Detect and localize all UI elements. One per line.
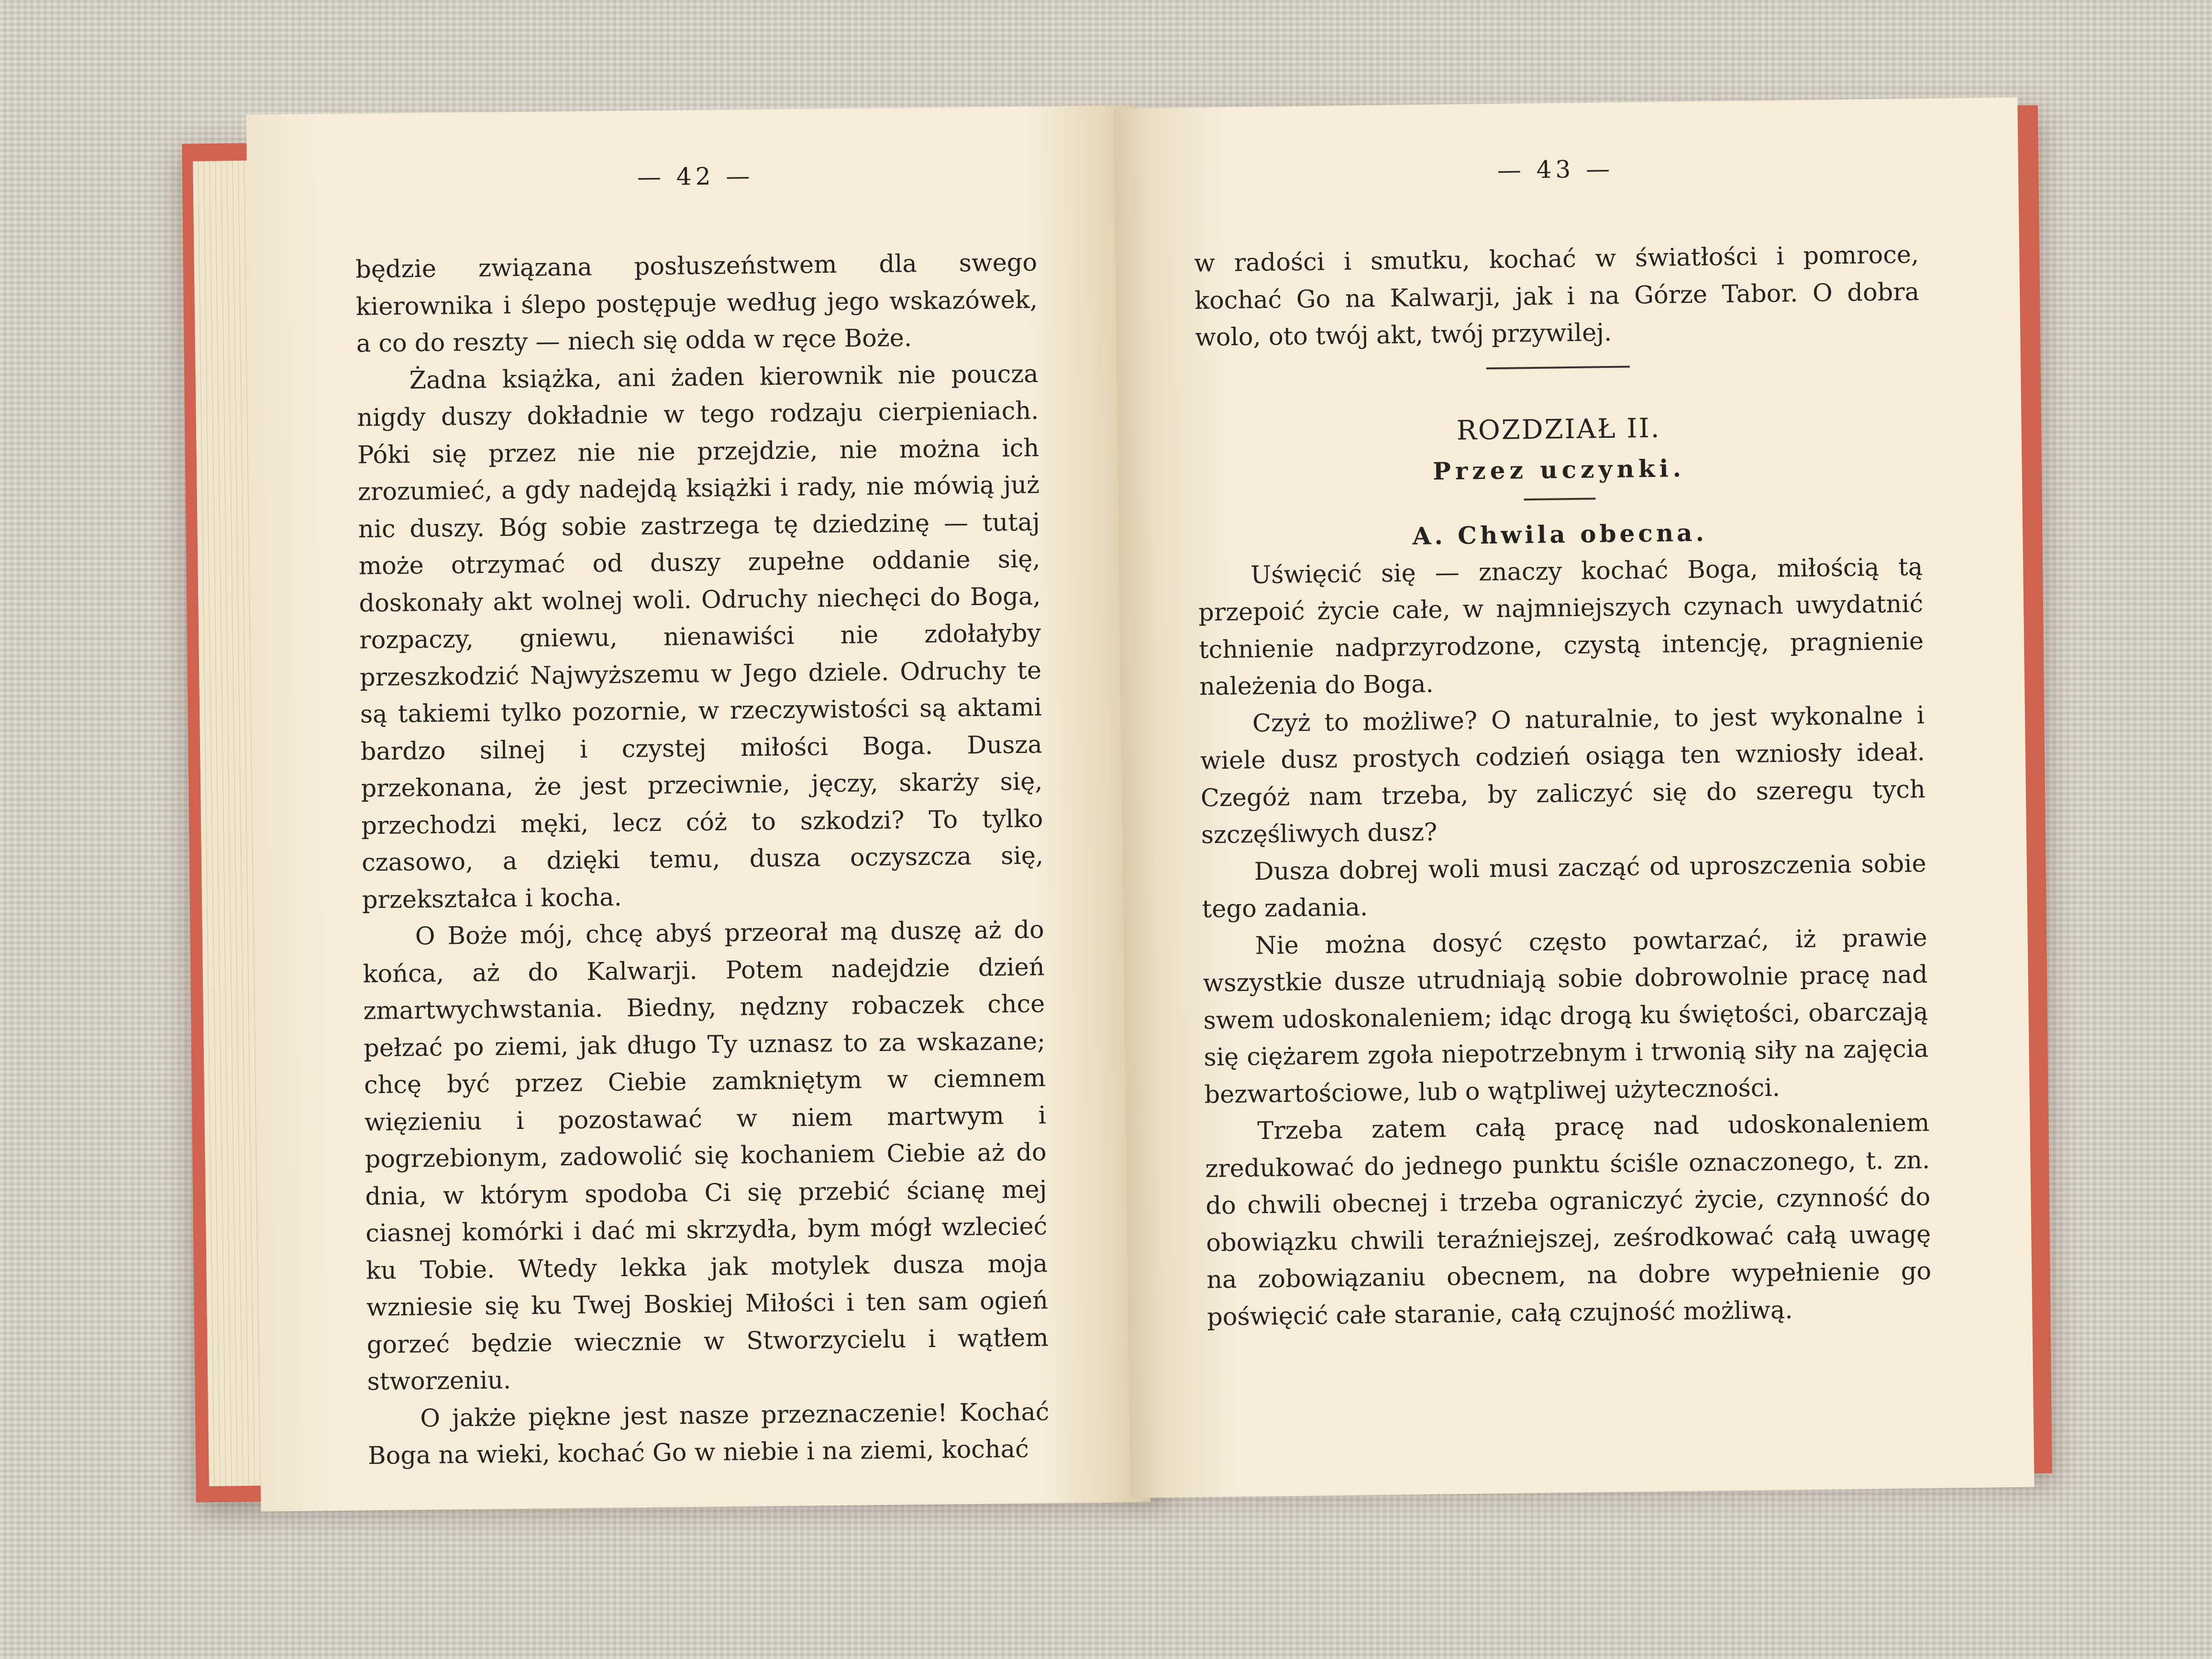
page-number: — 42 — <box>637 162 754 191</box>
chapter-heading: ROZDZIAŁ II. <box>1456 412 1661 446</box>
page-43 <box>1113 98 2034 1498</box>
paragraph: Czyż to możliwe? O naturalnie, to jest wykonalne i wiele dusz prostych codzień osiąga ten wzniosły ideał. Czegóż nam trzeba, by zaliczyć się do szeregu tych szczęśliwych dusz? <box>1200 701 1926 850</box>
chapter-subtitle: Przez uczynki. <box>1432 453 1686 486</box>
divider <box>1524 498 1595 500</box>
page-42 <box>246 105 1150 1511</box>
paragraph: Nie można dosyć często powtarzać, iż prawie wszystkie dusze utrudniają sobie dobrowolnie pracę nad swem udoskonaleniem; idąc drogą ku świętości, obarczają się ciężarem zgoła niepotrzebnym i trwonią siły na zajęcia bezwartościowe, lub o wątpliwej użyteczności. <box>1203 923 1929 1109</box>
section-heading: A. Chwila obecna. <box>1412 518 1708 550</box>
page-text <box>1194 236 1932 1336</box>
divider <box>1486 365 1629 369</box>
paragraph: Uświęcić się — znaczy kochać Boga, miłością tą przepoić życie całe, w najmniejszych czynach uwydatnić tchnienie nadprzyrodzone, czystą intencję, pragnienie należenia do Boga. <box>1198 553 1924 701</box>
paragraph: O jakże piękne jest nasze przeznaczenie! Kochać Boga na wieki, kochać Go w niebie i na ziemi, kochać <box>367 1397 1050 1471</box>
paragraph: Żadna książka, ani żaden kierownik nie poucza nigdy duszy dokładnie w tego rodzaju cierpieniach. Póki się przez nie nie przejdzie, nie można ich zrozumieć, a gdy nadejdą książki i rady, nie mówią już nic duszy. Bóg sobie zastrzega tę dziedzinę — tutaj może otrzymać od duszy zupełne oddanie się, doskonały akt wolnej woli. Odruchy niechęci do Boga, rozpaczy, gniewu, nienawiści nie zdołałyby przeszkodzić Najwyższemu w Jego dziele. Odruchy te są takiemi tylko pozornie, w rzeczywistości są aktami bardzo silnej i czystej miłości Boga. Dusza przekonana, że jest przeciwnie, jęczy, skarży się, przechodzi męki, lecz cóż to szkodzi? To tylko czasowo, a dzięki temu, dusza oczyszcza się, przekształca i kocha. <box>357 360 1044 914</box>
page-text <box>355 244 1050 1475</box>
paragraph: w radości i smutku, kochać w światłości i pomroce, kochać Go na Kalwarji, jak i na Górze Tabor. O dobra wolo, oto twój akt, twój przywilej. <box>1194 241 1920 352</box>
paragraph: O Boże mój, chcę abyś przeorał mą duszę aż do końca, aż do Kalwarji. Potem nadejdzie dzień zmartwychwstania. Biedny, nędzny robaczek chce pełzać po ziemi, jak długo Ty uznasz to za wskazane; chcę być przez Ciebie zamkniętym w ciemnem więzieniu i pozostawać w niem martwym i pogrzebionym, zadowolić się kochaniem Ciebie aż do dnia, w którym spodoba Ci się przebić ścianę mej ciasnej komórki i dać mi skrzydła, bym mógł wzlecieć ku Tobie. Wtedy lekka jak motylek dusza moja wzniesie się ku Twej Boskiej Miłości i ten sam ogień gorzeć będzie wiecznie w Stworzycielu i wątłem stworzeniu. <box>363 916 1049 1396</box>
page-number: — 43 — <box>1497 155 1614 184</box>
paragraph: Dusza dobrej woli musi zacząć od uproszczenia sobie tego zadania. <box>1202 849 1927 924</box>
paragraph: będzie związana posłuszeństwem dla swego kierownika i ślepo postępuje według jego wskazówek, a co do reszty — niech się odda w ręce Boże. <box>355 248 1038 358</box>
paragraph: Trzeba zatem całą pracę nad udoskonaleniem zredukować do jednego punktu ściśle oznaczonego, t. zn. do chwili obecnej i trzeba ograniczyć życie, czynność do obowiązku chwili teraźniejszej, ześrodkować całą uwagę na zobowiązaniu obecnem, na dobre wypełnienie go poświęcić całe staranie, całą czujność możliwą. <box>1205 1108 1932 1331</box>
